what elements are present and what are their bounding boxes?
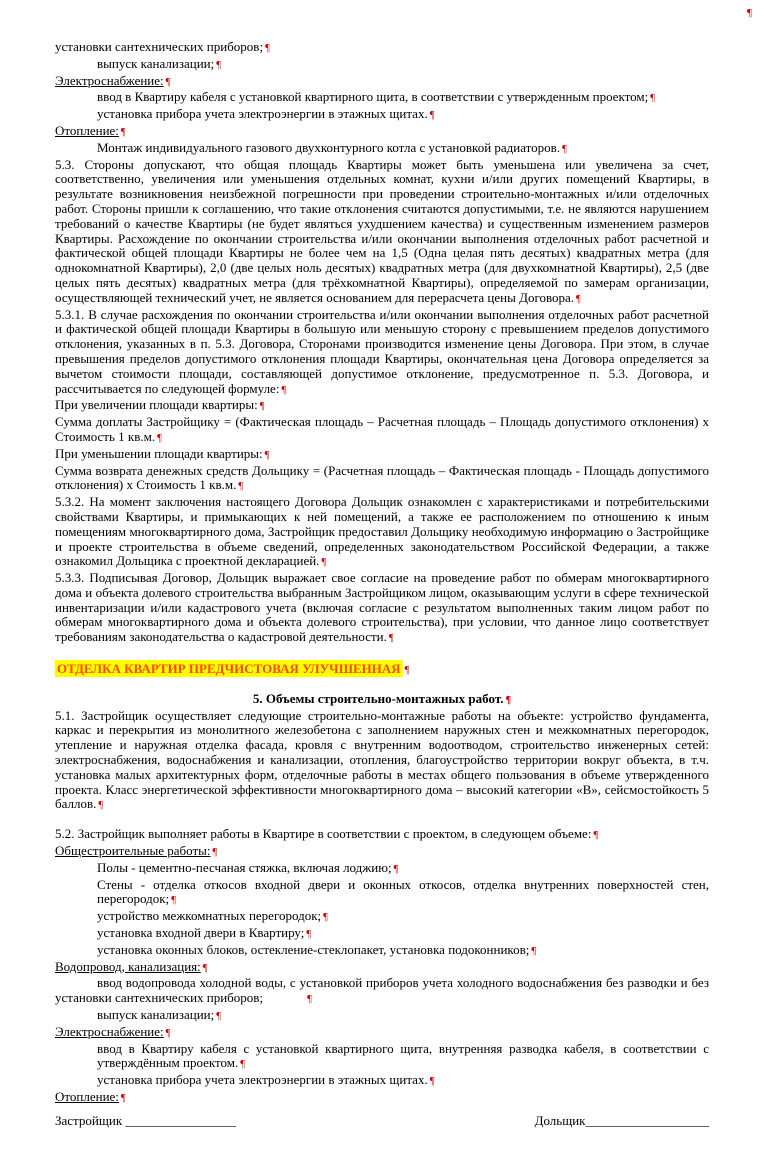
heading-power-supply-2: [55, 1025, 709, 1042]
paragraph-text: установка прибора учета электроэнергии в этажных щитах.: [97, 1072, 428, 1088]
label-area-decrease: [55, 447, 709, 464]
formula-increase: [55, 415, 709, 447]
paragraph-text: установки сантехнических приборов;: [55, 39, 264, 54]
pilcrow-mark: ¶: [747, 7, 752, 19]
pilcrow-mark: ¶: [576, 293, 581, 305]
paragraph-text: 5.2. Застройщик выполняет работы в Квартире в соответствии с проектом, в следующем объеме:: [55, 826, 592, 842]
paragraph-text: установка входной двери в Квартиру;: [97, 925, 305, 941]
pilcrow-mark: ¶: [393, 863, 399, 875]
pilcrow-mark: ¶: [505, 694, 512, 706]
pilcrow-mark: ¶: [212, 847, 218, 859]
pilcrow-mark: ¶: [165, 76, 171, 88]
pilcrow-mark: ¶: [259, 401, 265, 413]
list-item-cable-entry-2: [97, 1042, 709, 1074]
paragraph-text: 5.3.3. Подписывая Договор, Дольщик выражает свое согласие на проведение работ по обмерам многоквартирного дома и объекта долевого строительства выбранным Застройщиком лицом, оказывающим услуги в сфере технической инвентаризации и/или кадастрового учета (включая согласие с результатом выполненных таким лицом работ по обмерам многоквартирного дома и объекта долевого строительства), при условии, что данное лицо соответствует требованиям законодательства о кадастровой деятельности.: [55, 570, 709, 645]
heading-power-supply: [55, 74, 709, 91]
paragraph-text: устройство межкомнатных перегородок;: [97, 908, 322, 924]
pilcrow-mark: ¶: [240, 1059, 246, 1071]
list-item-windows: [97, 943, 709, 960]
paragraph-text: Монтаж индивидуального газового двухконтурного котла с установкой радиаторов.: [97, 139, 561, 155]
pilcrow-mark: ¶: [238, 481, 244, 493]
list-item-electric-meter-2: [97, 1073, 709, 1090]
pilcrow-mark: ¶: [165, 1027, 171, 1039]
paragraph-text: 5. Объемы строительно-монтажных работ.: [252, 690, 504, 706]
pilcrow-mark: ¶: [323, 912, 328, 924]
pilcrow-mark: ¶: [171, 895, 176, 907]
pilcrow-mark: ¶: [404, 665, 410, 677]
paragraph-text: ввод водопровода холодной воды, с установкой приборов учета холодного водоснабжения без разводки и без установки сантехнических приборов;: [55, 975, 709, 1006]
paragraph-text: При уменьшении площади квартиры:: [55, 445, 263, 461]
pilcrow-mark: ¶: [98, 800, 104, 812]
clause-5-3: [55, 158, 709, 308]
list-item-cold-water: [55, 976, 709, 1008]
pilcrow-mark: ¶: [265, 43, 270, 54]
pilcrow-mark: ¶: [429, 110, 435, 122]
section-heading-work-volumes: [55, 692, 709, 709]
list-item-cable-entry: [97, 90, 709, 107]
list-item-partitions: [97, 909, 709, 926]
pilcrow-mark: ¶: [307, 994, 312, 1006]
signature-developer: Застройщик _________________: [55, 1112, 236, 1128]
section-heading-finishing: [55, 662, 709, 679]
pilcrow-mark: ¶: [306, 929, 312, 941]
signature-shareholder: Дольщик___________________: [534, 1112, 709, 1128]
pilcrow-mark: ¶: [321, 557, 327, 569]
paragraph-text: выпуск канализации;: [97, 1007, 215, 1023]
paragraph-text: 5.3.1. В случае расхождения по окончании строительства и/или окончании выполнения отделочных работ расчетной и фактической общей площади Квартиры в большую или меньшую сторону с превышением пределов допустимого отклонения, указанных в п. 5.3. Договора, Сторонами производится изменение цены Договора. При этом, в случае превышения пределов допустимого отклонения площади Квартиры, окончательная цена Договора определяется за вычетом стоимости площади, составляющей допустимое отклонение, предусмотренное п. 5.3. Договора, и рассчитывается по следующей формуле:: [55, 306, 709, 396]
paragraph-text: 5.3. Стороны допускают, что общая площадь Квартиры может быть уменьшена или увеличена за счет, соответственно, увеличения или уменьшения отдельных комнат, кухни и/или других помещений Квартиры, в результате возникновения неизбежной погрешности при проведении строительно-монтажных и/или отделочных работ. Стороны пришли к соглашению, что такие отклонения считаются допустимыми, т.е. не являются нарушением требований о качестве Квартиры (не будет являться ухудшением качества) и существенным изменением размеров Квартиры. Расхождение по окончании строительства и/или окончании выполнения отделочных работ расчетной и фактической общей площади Квартиры не более чем на 1,5 (Одна целая пять десятых) квадратных метра (для однокомнатной Квартиры), 2,0 (две целых ноль десятых) квадратных метра (для двухкомнатной Квартиры), 2,5 (две целых пять десятых) квадратных метра (для трёхкомнатной Квартиры), определяемой по замерам организации, осуществляющей технический учет, не является основанием для перерасчета цены Договора.: [55, 156, 709, 305]
paragraph-text: Электроснабжение:: [55, 1023, 164, 1039]
paragraph-text: Стены - отделка откосов входной двери и оконных откосов, отделка внутренних поверхностей стен, перегородок;: [97, 876, 709, 907]
paragraph-text: Водопровод, канализация:: [55, 958, 201, 974]
clause-5-1: [55, 709, 709, 815]
clause-5-3-1: [55, 308, 709, 399]
paragraph-text: установка прибора учета электроэнергии в этажных щитах.: [97, 106, 428, 122]
heading-heating: [55, 124, 709, 141]
heading-heating-2: [55, 1090, 709, 1107]
list-item-sewage-outlet-2: [97, 1008, 709, 1025]
pilcrow-mark: ¶: [531, 945, 537, 957]
clause-5-2: [55, 827, 709, 844]
paragraph-text: 5.1. Застройщик осуществляет следующие строительно-монтажные работы на объекте: устройство фундамента, каркас и перекрытия из монолитного железобетона с заполнением наружных стен и межкомнатных перегородок, утепление и наружная отделка фасада, кровля с внутренним водоотводом, строительство инженерных сетей: электроснабжения, водоснабжения и канализации, отопления, благоустройство территории вокруг объекта, в т.ч. установка малых архитектурных форм, отделочные работы в местах общего пользования в объеме утвержденного проекта. Класс энергетической эффективности многоквартирного дома – высокий категории «В», сейсмостойкость 5 баллов.: [55, 707, 709, 812]
clause-5-3-2: [55, 495, 709, 571]
list-item-walls: [97, 878, 709, 910]
pilcrow-mark: ¶: [650, 93, 656, 105]
pilcrow-mark: ¶: [593, 830, 599, 842]
heading-general-construction-works: [55, 844, 709, 861]
paragraph-text: При увеличении площади квартиры:: [55, 397, 258, 413]
signature-row: [55, 1114, 709, 1129]
list-item-floors: [97, 861, 709, 878]
paragraph-text: выпуск канализации;: [97, 55, 215, 71]
heading-water-sewage: [55, 960, 709, 977]
paragraph-text: Сумма доплаты Застройщику = (Фактическая площадь – Расчетная площадь – Площадь допустимого отклонения) х Стоимость 1 кв.м.: [55, 414, 709, 444]
list-item-entrance-door: [97, 926, 709, 943]
pilcrow-mark: ¶: [281, 384, 287, 396]
spacer: [55, 647, 709, 660]
paragraph-text: Электроснабжение:: [55, 72, 164, 88]
clause-5-3-3: [55, 571, 709, 647]
list-item-electric-meter: [97, 107, 709, 124]
paragraph-text: установка оконных блоков, остекление-стеклопакет, установка подоконников;: [97, 941, 530, 957]
pilcrow-mark: ¶: [120, 126, 126, 138]
pilcrow-mark: ¶: [429, 1076, 435, 1088]
pilcrow-mark: ¶: [388, 633, 394, 645]
paragraph-text: 5.3.2. На момент заключения настоящего Договора Дольщик ознакомлен с характеристиками и потребительскими свойствами Квартиры, и примыкающих к ней помещений, а также ее расположением по отношению к иным помещениям многоквартирного дома, Застройщик предоставил Дольщику необходимую информацию о Застройщике и проекте строительства в объеме сведений, определенных законодательством Российской Федерации, а также ознакомил Дольщика с проектной декларацией.: [55, 494, 709, 569]
formula-decrease: [55, 464, 709, 496]
pilcrow-mark: ¶: [216, 1011, 221, 1023]
paragraph-text: Отопление:: [55, 122, 119, 138]
pilcrow-mark: ¶: [202, 962, 208, 974]
pilcrow-mark: ¶: [216, 59, 221, 71]
paragraph-text: ввод в Квартиру кабеля с установкой квартирного щита, в соответствии с утвержденным проектом;: [97, 89, 649, 105]
list-item-sanitary: [55, 40, 709, 57]
pilcrow-mark: ¶: [562, 143, 567, 155]
document-body: [55, 40, 709, 1129]
paragraph-text: ввод в Квартиру кабеля с установкой квартирного щита, внутренняя разводка кабеля, в соответствии с утверждённым проектом.: [97, 1040, 709, 1071]
paragraph-text: Отопление:: [55, 1089, 119, 1104]
paragraph-text: Сумма возврата денежных средств Дольщику = (Расчетная площадь – Фактическая площадь - Площадь допустимого отклонения) х Стоимость 1 кв.м.: [55, 462, 709, 493]
label-area-increase: [55, 398, 709, 415]
list-item-gas-boiler: [97, 141, 709, 158]
pilcrow-mark: ¶: [264, 449, 270, 461]
list-item-sewage-outlet: [97, 57, 709, 74]
pilcrow-mark: ¶: [120, 1093, 126, 1104]
paragraph-text: Общестроительные работы:: [55, 843, 211, 859]
pilcrow-mark: ¶: [157, 432, 162, 444]
paragraph-text: ОТДЕЛКА КВАРТИР ПРЕДЧИСТОВАЯ УЛУЧШЕННАЯ: [57, 661, 401, 677]
paragraph-text: Полы - цементно-песчаная стяжка, включая лоджию;: [97, 859, 392, 875]
